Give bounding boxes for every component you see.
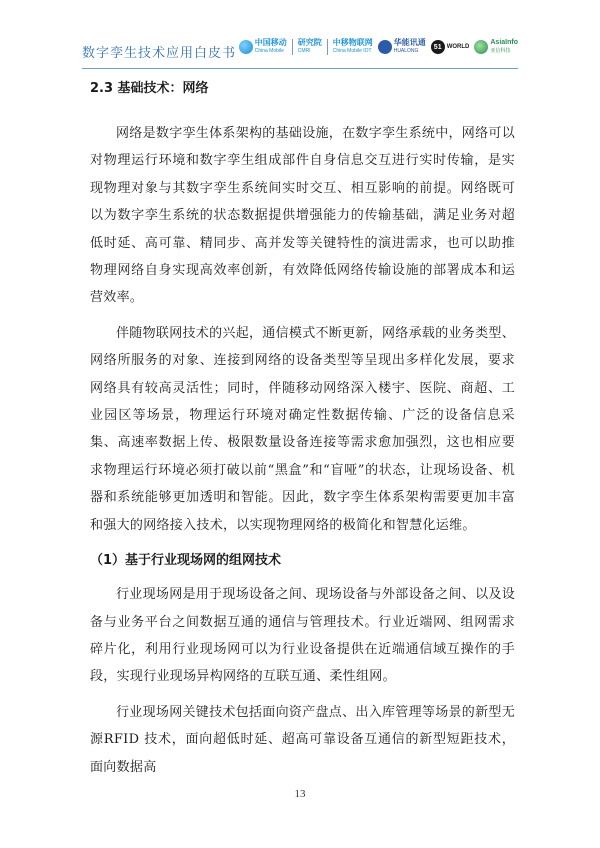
china-mobile-iot-logo — [333, 38, 373, 56]
china-mobile-icon — [239, 40, 253, 54]
logo-en-text: China Mobile — [254, 48, 284, 54]
page-header — [82, 30, 518, 69]
logo-en-text: China Mobile IOT — [332, 48, 372, 54]
hualong-logo — [378, 38, 426, 56]
logo-en-text: HUALONG — [393, 48, 419, 54]
partner-logos — [239, 38, 518, 56]
china-mobile-logo — [239, 38, 287, 56]
logo-cn-text: 华能讯通 — [393, 38, 426, 47]
hualong-icon — [378, 40, 392, 54]
logo-cn-text: 中国移动 — [254, 38, 287, 47]
section-heading: 2.3 基础技术：网络 — [90, 81, 209, 96]
51world-logo — [431, 40, 470, 54]
logo-cn-text: 亚信科技 — [490, 48, 511, 54]
cmri-logo — [298, 38, 322, 56]
body-paragraph: 行业现场网是用于现场设备之间、现场设备与外部设备之间、以及设备与业务平台之间数据互通的通信与管理技术。行业近端网、组网需求碎片化，利用行业现场网可以为行业设备提供在近端通信域互操作的手段，实现行业现场异构网络的互联互通、柔性组网。 — [90, 587, 516, 685]
logo-cn-text: 中移物联网 — [332, 38, 373, 47]
logo-en-text: CMRI — [297, 48, 311, 54]
document-title: 数字孪生技术应用白皮书 — [82, 46, 237, 61]
logo-en-text: WORLD — [446, 44, 470, 50]
logo-divider — [327, 39, 328, 55]
body-paragraph: 网络是数字孪生体系架构的基础设施，在数字孪生系统中，网络可以对物理运行环境和数字孪生组成部件自身信息交互进行实时传输，是实现物理对象与其数字孪生系统间实时交互、相互影响的前提。网络既可以为数字孪生系统的状态数据提供增强能力的传输基础，满足业务对超低时延、高可靠、精同步、高并发等关键特性的演进需求，也可以助推物理网络自身实现高效率创新，有效降低网络传输设施的部署成本和运营效率。 — [90, 126, 516, 306]
asiainfo-icon — [474, 40, 488, 54]
page-body — [90, 73, 515, 781]
body-paragraph: 伴随物联网技术的兴起，通信模式不断更新，网络承载的业务类型、网络所服务的对象、连接到网络的设备类型等呈现出多样化发展，要求网络具有较高灵活性；同时，伴随移动网络深入楼宇、医院、商超、工业园区等场景，物理运行环境对确定性数据传输、广泛的设备信息采集、高速率数据上传、极限数量设备连接等需求愈加强烈，这也相应要求物理运行环境必须打破以前“黑盒”和“盲哑”的状态，让现场设备、机器和系统能够更加透明和智能。因此，数字孪生体系架构需要更加丰富和强大的网络接入技术，以实现物理网络的极简化和智慧化运维。 — [90, 325, 516, 533]
page-number: 13 — [294, 788, 306, 800]
subsection-heading: （1）基于行业现场网的组网技术 — [90, 553, 282, 569]
asiainfo-logo — [474, 38, 518, 56]
51-badge-icon: 51 — [431, 40, 445, 54]
body-paragraph: 行业现场网关键技术包括面向资产盘点、出入库管理等场景的新型无源RFID 技术，面向超低时延、超高可靠设备互通信的新型短距技术，面向数据高 — [90, 704, 516, 775]
logo-cn-text: 研究院 — [297, 38, 322, 47]
logo-en-text: AsiaInfo — [490, 39, 518, 46]
logo-divider — [292, 39, 293, 55]
